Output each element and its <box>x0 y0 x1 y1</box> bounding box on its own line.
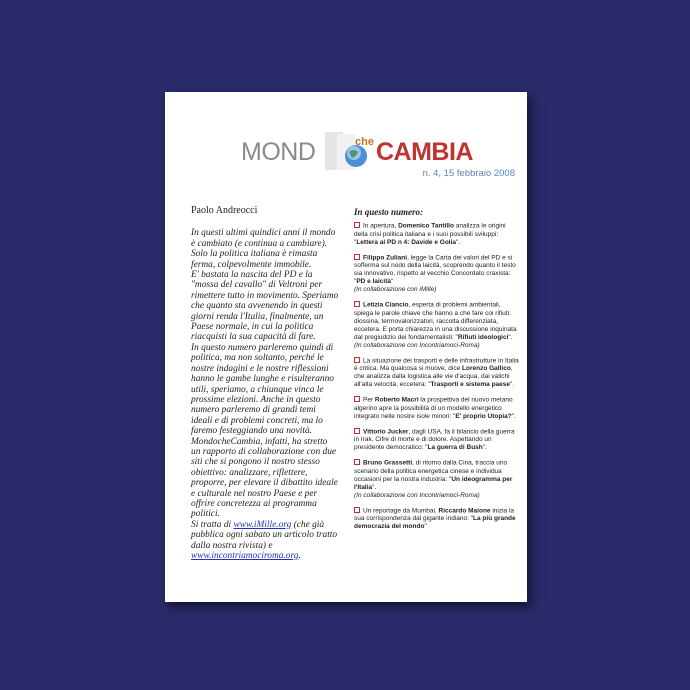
square-bullet-icon <box>354 357 360 363</box>
editorial-p2: E' bastata la nascita del PD e la "mossa del cavallo" di Veltroni per rimettere tutto in movimento. Speriamo che quanto sta avvenendo in questi giorni renda l'Italia, finalmente, un Paese normale, in cui la politica riacquisti la sua capacità di fare. <box>191 270 339 343</box>
item-text: ". <box>508 333 513 341</box>
square-bullet-icon <box>354 459 360 465</box>
item-title: Lettera al PD n 4: Davide e Golia <box>356 238 457 246</box>
square-bullet-icon <box>354 222 360 228</box>
contents-item <box>354 507 520 532</box>
item-text: Un reportage da Mumbai. <box>363 507 439 514</box>
contents-column <box>354 208 520 538</box>
brand-che: che <box>355 136 374 148</box>
item-title: Un ideogramma per l'Italia <box>354 475 513 491</box>
item-title: Rifiuti ideologici <box>457 333 509 341</box>
editorial-p4-mid: (che già pubblica ogni sabato un articolo tratto dalla nostra rivista) e <box>191 519 338 551</box>
item-author: Lorenzo Gallico <box>462 365 511 372</box>
item-title: E' proprio Utopia? <box>455 412 512 420</box>
item-author: Filippo Zuliani <box>363 254 408 261</box>
brand-cambia: CAMBIA <box>376 138 473 166</box>
newsletter-page <box>165 92 527 602</box>
square-bullet-icon <box>354 396 360 402</box>
item-note: (In collaborazione con iMille) <box>354 286 437 293</box>
item-note: (In collaborazione con Incontriamoci-Roma) <box>354 491 480 499</box>
incontriamoci-link[interactable]: www.incontriamociroma.org <box>191 551 299 561</box>
item-text: " <box>391 278 394 285</box>
item-author: Riccardo Maione <box>438 507 491 514</box>
editorial-p3: In questo numero parleremo quindi di politica, ma non soltanto, perché le nostre indagini e le nostre riflessioni hanno le gambe lunghe e risulteranno utili, speriamo, a chiunque vinca le prossime elezioni. Anche in questo numero parleremo di grandi temi ideali e di problemi concreti, ma lo faremo festeggiando una novità. MondocheCambia, infatti, ha stretto un rapporto di collaborazione con due siti che si pongono il nostro stesso obiettivo: analizzare, riflettere, proporre, per elevare il dibattito ideale e culturale nel nostro Paese e per offrire concretezza ai programma politici. <box>191 342 338 520</box>
item-author: Bruno Grassetti <box>363 459 413 467</box>
contents-item <box>354 428 520 453</box>
item-text: la prospettiva del nuovo metano algerino apre la possibilità di un modello energetico integrato nelle nostre isole minori: " <box>354 396 513 420</box>
item-text: , dagli USA, fa il bilancio della guerra in Irak. Cifre di morte e di dolore. Aspettando un presidente democratico: " <box>354 428 515 451</box>
brand-mond: MOND <box>241 138 316 166</box>
item-text: In apertura, <box>363 222 399 230</box>
item-text: ". <box>510 381 515 388</box>
item-text: ". <box>482 444 487 451</box>
item-text: analizza le origini della crisi politica italiana e i suoi possibili sviluppi: " <box>354 222 506 246</box>
item-note: (In collaborazione con Incontriamoci-Roma) <box>354 341 480 349</box>
square-bullet-icon <box>354 428 360 434</box>
item-title: La più grande democrazia del mondo <box>354 515 516 530</box>
editorial-text <box>191 228 339 561</box>
square-bullet-icon <box>354 507 360 513</box>
imille-link[interactable]: www.iMille.org <box>233 519 292 530</box>
square-bullet-icon <box>354 254 360 260</box>
item-text: ". <box>456 238 461 246</box>
item-text: ". <box>511 412 516 420</box>
item-text: ". <box>372 483 377 491</box>
item-author: Roberto Macrì <box>374 396 419 404</box>
contents-item <box>354 396 520 421</box>
item-title: Trasporti e sistema paese <box>430 381 511 388</box>
contents-heading: In questo numero: <box>354 207 424 217</box>
item-text: Per <box>363 396 375 404</box>
editorial-p4-end: . <box>298 551 301 561</box>
contents-item <box>354 254 520 295</box>
masthead-logo <box>241 132 521 172</box>
item-text: , legge la Carta dei valori del PD e si sofferma sul nodo della laicità, scoprendo quanto il testo sia innovativo, rispetto al vecchio Concordato craxista: " <box>354 254 516 285</box>
item-title: PD e laicità <box>356 278 391 285</box>
item-text: La situazione dei trasporti e delle infrastrutture in Italia è critica. Ma qualcosa si muove, dice <box>354 357 519 372</box>
editorial-p4-pre: Si tratta di <box>191 519 234 530</box>
item-text: , di ritorno dalla Cina, traccia uno scenario della politica energetica cinese e individua occasioni per la nostra industria: " <box>354 459 508 483</box>
editorial-p1: In questi ultimi quindici anni il mondo è cambiato (e continua a cambiare). Solo la politica italiana è rimasta ferma, colpevolmente immobile. <box>191 228 336 270</box>
item-title: La guerra di Bush <box>427 444 483 451</box>
item-text: " <box>424 523 427 530</box>
item-author: Domenico Tantillo <box>398 222 454 230</box>
editorial-author: Paolo Andreocci <box>191 205 258 216</box>
contents-item <box>354 459 520 500</box>
editorial-column <box>191 206 339 561</box>
issue-date: n. 4, 15 febbraio 2008 <box>422 168 515 179</box>
item-text: inizia la sua corrispondenza dal gigante indiano: " <box>354 507 515 522</box>
contents-item <box>354 357 520 390</box>
item-author: Letizia Ciancio <box>363 301 409 309</box>
contents-item <box>354 222 520 247</box>
item-text: , esperta di problemi ambientali, spiega le parole chiave che hanno a che fare coi rifiuti: diossina, termovalorizzatori, raccolta differenziata, eccetera. E porta chiarezza in una discussione inquinata dal pregiudizio dei fondamentalisti: " <box>354 301 517 341</box>
item-text: , che analizza dalla logistica alle vie d'acqua, dai valichi all'alta velocità, eccetera: " <box>354 365 513 388</box>
square-bullet-icon <box>354 301 360 307</box>
item-author: Vittorio Jucker <box>363 428 409 435</box>
contents-item <box>354 301 520 350</box>
